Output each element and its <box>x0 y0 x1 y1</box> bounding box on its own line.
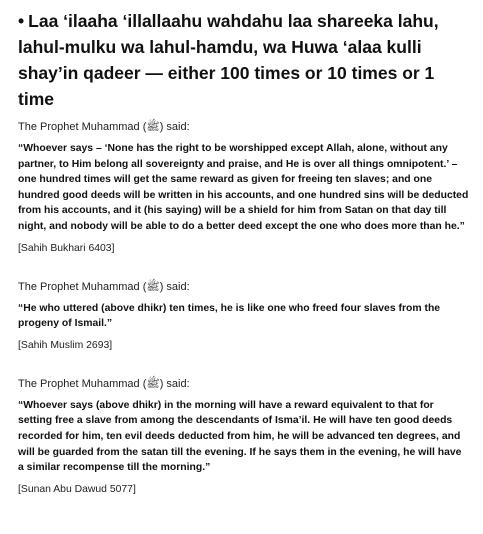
hadith-quote: “Whoever says – ‘None has the right to be worshipped except Allah, alone, without any partner, to Him belong all sovereignty and praise, and He is over all things omnipotent.’ – one hundred times will get the same reward as given for freeing ten slaves; and one hundred good deeds will be written in his accounts, and one hundred sins will be deducted from his accounts, and it (his saying) will be a shield for him from Satan on that day till night, and nobody will be able to do a better deed except the one who does more than he.” <box>18 143 469 232</box>
hadith-quote: “He who uttered (above dhikr) ten times, he is like one who freed four slaves from the progeny of Ismail.” <box>18 302 441 330</box>
hadith-intro: The Prophet Muhammad (ﷺ) said: <box>18 121 190 133</box>
hadith-reference: [Sunan Abu Dawud 5077] <box>18 483 136 495</box>
section-spacer <box>18 353 470 377</box>
hadith-section-2 <box>18 280 470 353</box>
dhikr-heading <box>18 8 470 112</box>
section-spacer <box>18 256 470 280</box>
bullet-icon: • <box>18 11 25 31</box>
hadith-section-1 <box>18 120 470 256</box>
document-page <box>18 8 470 497</box>
hadith-intro: The Prophet Muhammad (ﷺ) said: <box>18 280 190 293</box>
hadith-reference: [Sahih Bukhari 6403] <box>18 242 115 254</box>
hadith-reference: [Sahih Muslim 2693] <box>18 339 113 351</box>
hadith-quote: “Whoever says (above dhikr) in the morning will have a reward equivalent to that for setting free a slave from among the descendants of Isma’il. He will have ten good deeds recorded for him, ten evil deeds deducted from him, he will be advanced ten degrees, and will be guarded from the satan till the evening. If he says them in the evening, he will have a similar recompense till the morning.” <box>18 399 462 474</box>
dhikr-heading-text: Laa ‘ilaaha ‘illallaahu wahdahu laa shareeka lahu, lahul-mulku wa lahul-hamdu, wa Huwa ‘alaa kulli shay’in qadeer — either 100 times or 10 times or 1 time <box>18 11 439 109</box>
hadith-section-3 <box>18 377 470 497</box>
hadith-intro: The Prophet Muhammad (ﷺ) said: <box>18 377 190 390</box>
